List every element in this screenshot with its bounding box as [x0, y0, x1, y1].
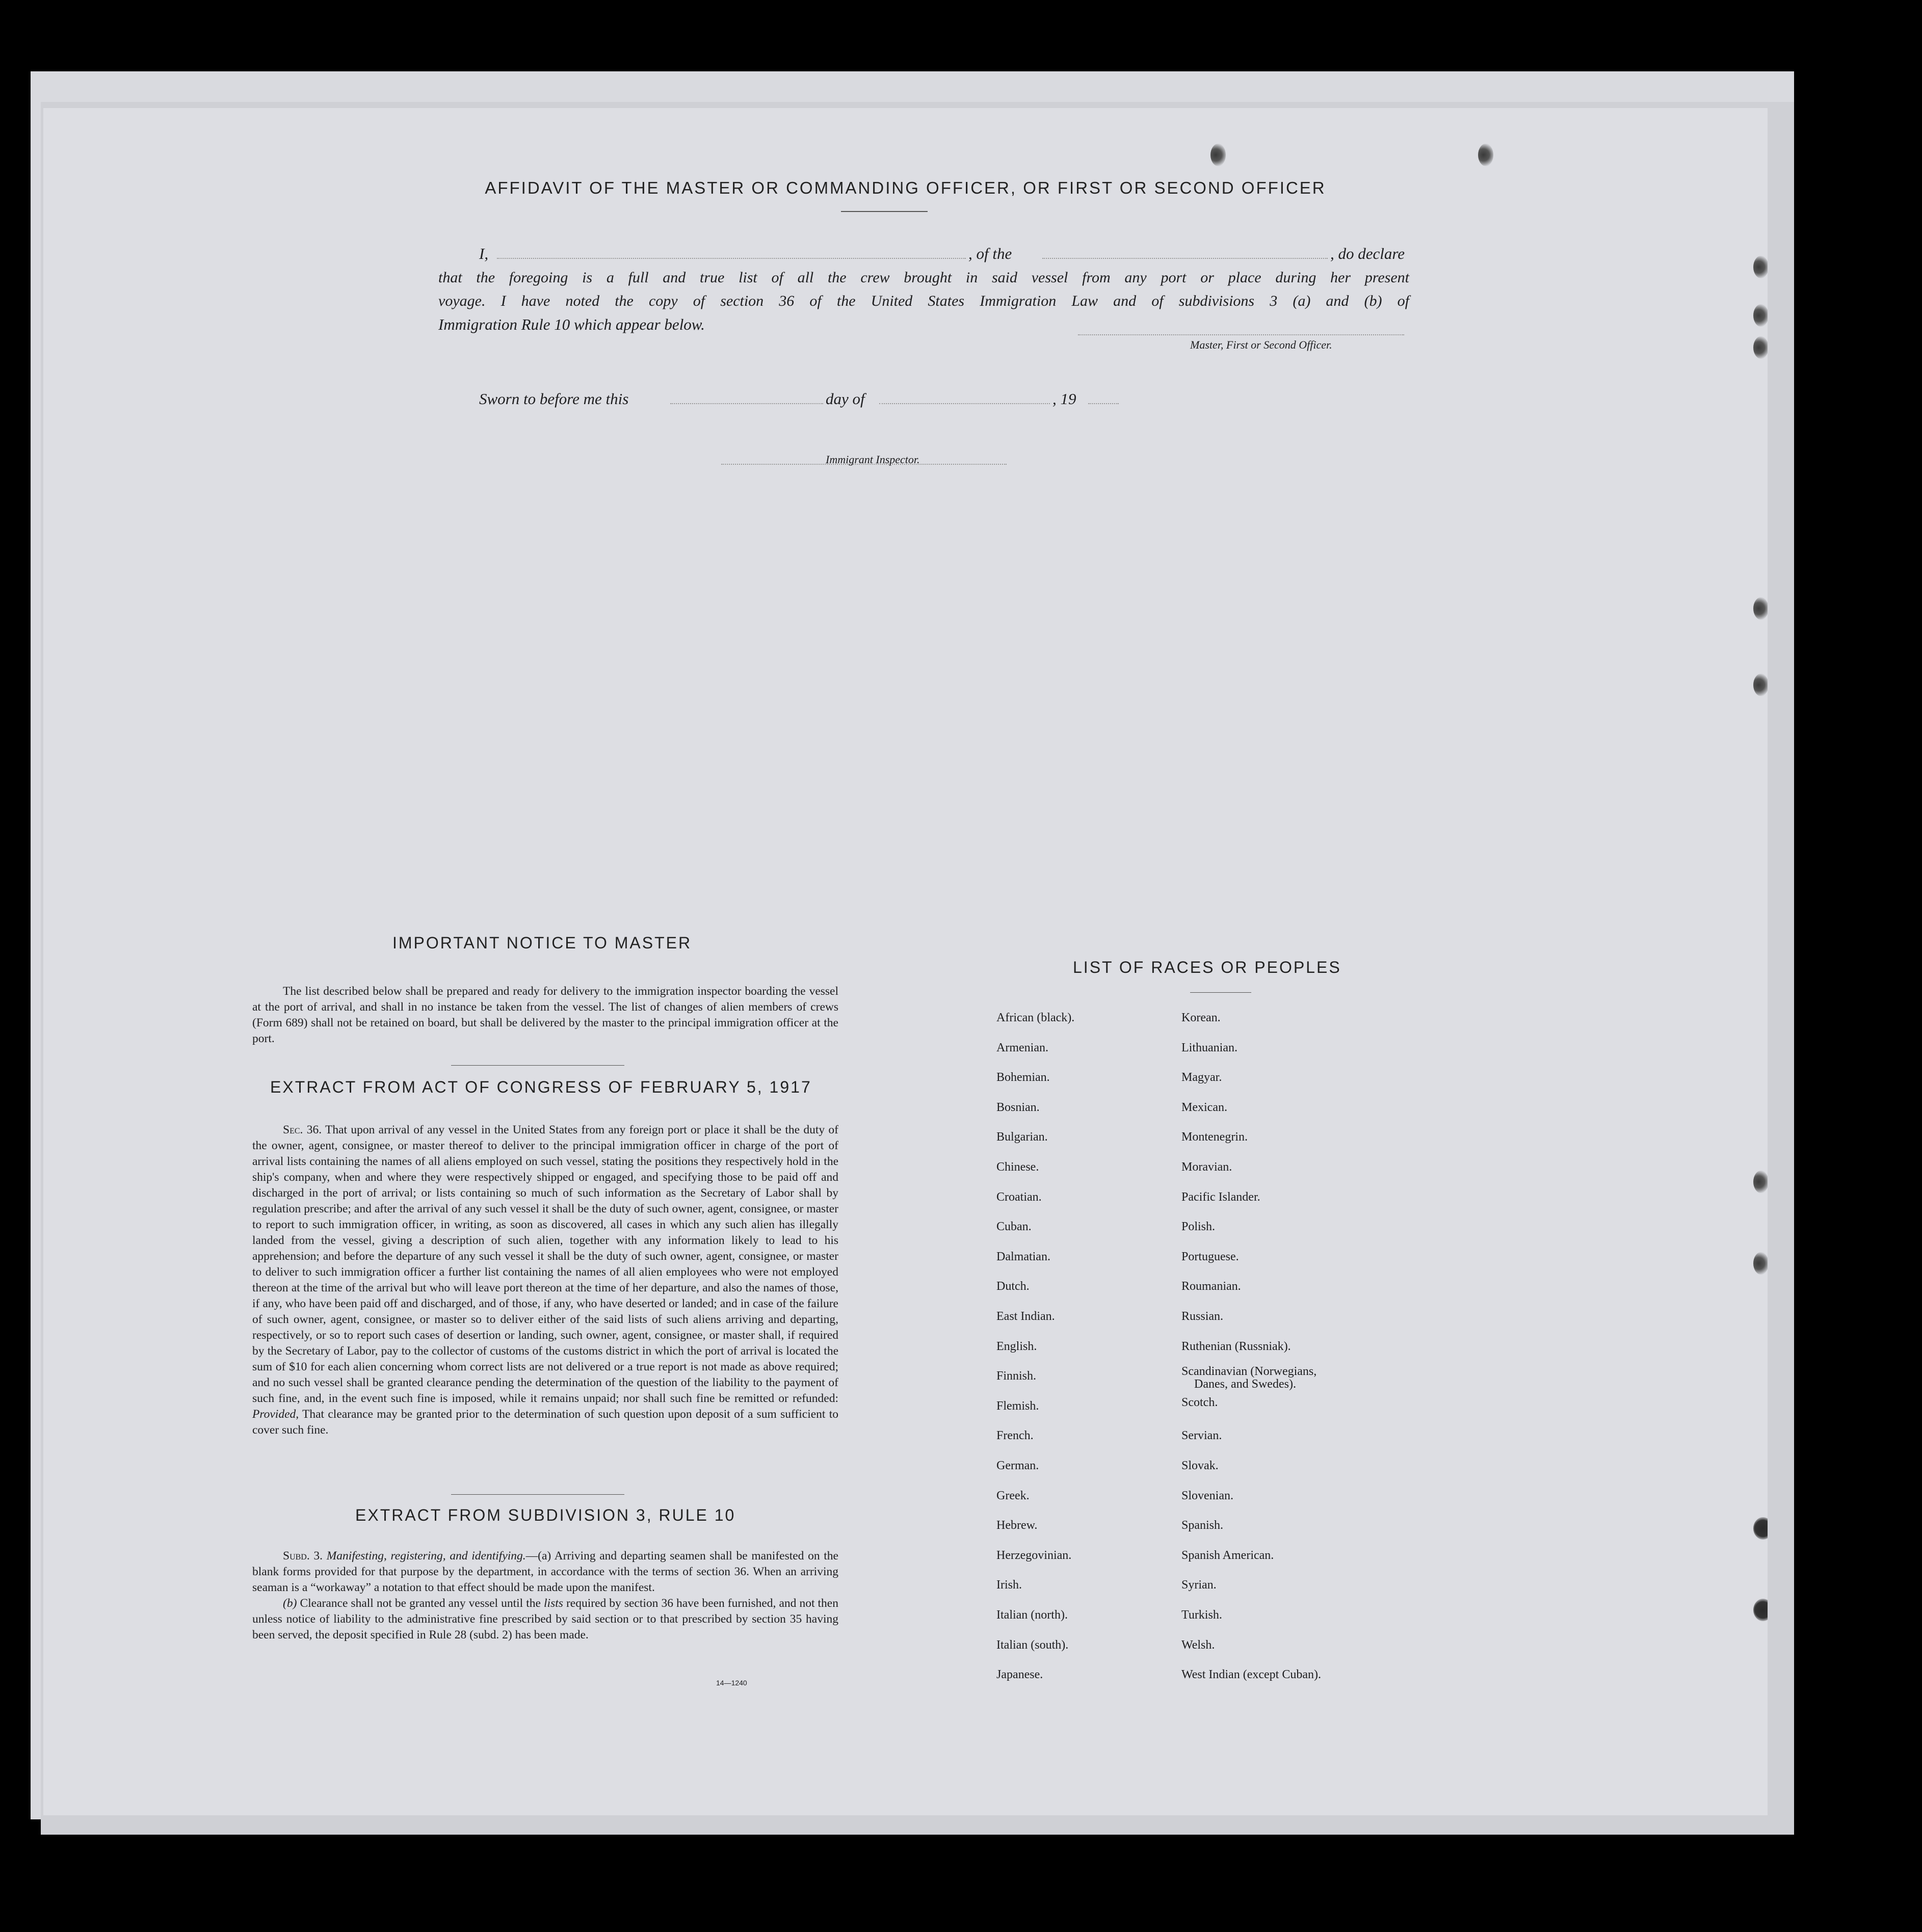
- punch-hole: [1753, 1171, 1768, 1193]
- race-item-right: Korean.: [1181, 1011, 1221, 1024]
- rule-subd-title: Manifesting, registering, and identifying.: [326, 1549, 526, 1563]
- punch-hole: [1210, 144, 1226, 166]
- rule-b-text-2: required by section 36 have been furnished, and not then unless notice of liability to the administrative fine prescribed by said section or to that prescribed by section 35 having been served, the deposit specified in Rule 28 (subd. 2) has been made.: [252, 1597, 838, 1642]
- races-heading: LIST OF RACES OR PEOPLES: [1073, 958, 1341, 976]
- race-item-right: Montenegrin.: [1181, 1130, 1248, 1144]
- race-item-right: Servian.: [1181, 1429, 1222, 1443]
- race-item-right: Moravian.: [1181, 1160, 1232, 1174]
- affidavit-do-declare-label: , do declare: [1330, 245, 1405, 262]
- affidavit-of-the-label: , of the: [968, 245, 1012, 262]
- act-paragraph: That upon arrival of any vessel in the United States from any foreign port or place it shall be the duty of the owner, agent, consignee, or master thereof to deliver to the principal immigration officer in charge of the port of arrival lists containing the names of all aliens employed on such vessel, stating the positions they respectively hold in the ship's company, when and where they were respectively shipped or engaged, and specifying those to be paid off and discharged in the port of arrival; or lists containing so much of such information as the Secretary of Labor shall by regulation prescribe; and after the arrival of any such vessel it shall be the duty of such owner, agent, consignee, or master to report to such immigration officer, in writing, as soon as discovered, all cases in which any such alien has illegally landed from the vessel, giving a description of such alien, together with any information likely to lead to his apprehension; and before the departure of any such vessel it shall be the duty of such owner, agent, consignee, or master to deliver to such immigration officer a further list containing the names of all alien employees who were not employed thereon at the time of the arrival but who will leave port thereon at the time of her departure, and also the names of those, if any, who have been paid off and discharged, and of those, if any, who have deserted or landed; and in case of the failure of such owner, agent, consignee, or master so to deliver either of the said lists of such aliens arriving and departing, respectively, or so to report such cases of desertion or landing, such owner, agent, consignee, or master shall, if required by the Secretary of Labor, pay to the collector of customs of the customs district in which the port of arrival is located the sum of $10 for each alien concerning whom correct lists are not delivered or a true report is not made as above required; and no such vessel shall be granted clearance pending the determination of the question of the liability to the payment of such fine, and, in the event such fine is imposed, while it remains unpaid; nor shall such fine be remitted or refunded:: [252, 1123, 839, 1405]
- race-item-right: Scotch.: [1181, 1395, 1218, 1409]
- rule-b-text-1: Clearance shall not be granted any vessel until the: [300, 1597, 541, 1610]
- race-item-right: Pacific Islander.: [1181, 1190, 1260, 1204]
- race-item-right: Spanish.: [1181, 1519, 1224, 1532]
- race-item-left: German.: [996, 1459, 1039, 1472]
- heading-rule: [841, 211, 928, 212]
- year-label: , 19: [1052, 390, 1076, 408]
- master-name-blank: [497, 245, 966, 263]
- affidavit-body-line-3: Immigration Rule 10 which appear below.: [438, 315, 705, 333]
- race-item-left: Croatian.: [996, 1190, 1042, 1204]
- race-item-left: Dutch.: [996, 1280, 1030, 1293]
- race-item-left: Italian (south).: [996, 1638, 1069, 1652]
- act-text: [252, 1122, 838, 1438]
- race-item-right: Syrian.: [1181, 1578, 1217, 1592]
- section-rule: [451, 1494, 624, 1495]
- notice-paragraph: The list described below shall be prepared and ready for delivery to the immigration inspector boarding the vessel at the port of arrival, and shall in no instance be taken from the vessel. The list of changes of alien members of crews (Form 689) shall not be retained on board, but shall be delivered by the master to the principal immigration officer at the port.: [252, 985, 838, 1045]
- sworn-month-blank: [879, 390, 1050, 408]
- punch-hole: [1753, 1252, 1768, 1275]
- race-item-left: Chinese.: [996, 1160, 1039, 1174]
- race-item-right: Spanish American.: [1181, 1548, 1274, 1562]
- race-item-right: West Indian (except Cuban).: [1181, 1668, 1321, 1682]
- race-item-right: Russian.: [1181, 1310, 1224, 1323]
- race-item-right: Slovenian.: [1181, 1489, 1233, 1502]
- act-provided-label: Provided,: [252, 1408, 299, 1421]
- race-item-right: Roumanian.: [1181, 1280, 1241, 1293]
- affidavit-body-line-1: that the foregoing is a full and true list of all the crew brought in said vessel from any port or place during her present: [438, 269, 1409, 286]
- day-of-label: day of: [826, 390, 865, 408]
- heading-rule: [1190, 992, 1251, 993]
- race-item-right: Lithuanian.: [1181, 1041, 1238, 1054]
- rule-text: [252, 1548, 838, 1643]
- race-item-left: Finnish.: [996, 1369, 1037, 1383]
- race-item-right: Mexican.: [1181, 1100, 1227, 1114]
- section-rule: [451, 1065, 624, 1066]
- race-item-left: Hebrew.: [996, 1519, 1038, 1532]
- race-item-left: French.: [996, 1429, 1034, 1443]
- race-item-left: Greek.: [996, 1489, 1030, 1502]
- punch-hole: [1753, 1599, 1768, 1621]
- rule-b-label: (b): [283, 1597, 297, 1610]
- race-item-left: African (black).: [996, 1011, 1075, 1024]
- rule-heading: EXTRACT FROM SUBDIVISION 3, RULE 10: [355, 1506, 736, 1524]
- race-item-right: Welsh.: [1181, 1638, 1215, 1652]
- rule-b-lists: lists: [544, 1597, 563, 1610]
- race-item-left: English.: [996, 1339, 1037, 1353]
- affidavit-body-line-2: voyage. I have noted the copy of section 36 of the United States Immigration Law and of subdivisions 3 (a) and (b) of: [438, 293, 1409, 309]
- rule-a-label: —(a): [525, 1549, 551, 1563]
- race-item-left: Bulgarian.: [996, 1130, 1048, 1144]
- affidavit-heading: AFFIDAVIT OF THE MASTER OR COMMANDING OFFICER, OR FIRST OR SECOND OFFICER: [485, 178, 1326, 197]
- sworn-day-blank: [670, 390, 823, 408]
- inspector-caption: Immigrant Inspector.: [826, 453, 920, 466]
- notice-text: [252, 984, 838, 1047]
- race-item-right: Ruthenian (Russniak).: [1181, 1339, 1291, 1353]
- race-item-left: Dalmatian.: [996, 1250, 1050, 1263]
- signer-caption: Master, First or Second Officer.: [1190, 338, 1332, 351]
- sworn-year-blank: [1088, 390, 1119, 408]
- race-item-right: Slovak.: [1181, 1459, 1219, 1472]
- punch-hole: [1753, 336, 1768, 359]
- race-item-right: Turkish.: [1181, 1608, 1222, 1622]
- form-number: 14—1240: [716, 1679, 747, 1687]
- race-item-left: East Indian.: [996, 1310, 1055, 1323]
- punch-hole: [1478, 144, 1493, 166]
- punch-hole: [1753, 304, 1768, 327]
- race-item-left: Japanese.: [996, 1668, 1043, 1682]
- race-item-continuation: Danes, and Swedes).: [1194, 1378, 1296, 1391]
- race-item-left: Flemish.: [996, 1399, 1039, 1413]
- act-heading: EXTRACT FROM ACT OF CONGRESS OF FEBRUARY 5, 1917: [270, 1078, 812, 1096]
- act-sec-label: Sec. 36.: [283, 1123, 322, 1136]
- punch-hole: [1753, 256, 1768, 278]
- rule-a-paragraph: Arriving and departing seamen shall be manifested on the blank forms provided for that purpose by the department, in accordance with the terms of section 36. When an arriving seaman is a “workaway” a notation to that effect should be made upon the manifest.: [252, 1549, 838, 1594]
- signature-blank: [1078, 321, 1404, 339]
- affidavit-i-label: I,: [479, 245, 489, 262]
- race-item-right: Magyar.: [1181, 1071, 1222, 1084]
- race-item-left: Irish.: [996, 1578, 1022, 1592]
- race-item-right: Portuguese.: [1181, 1250, 1239, 1263]
- punch-hole: [1753, 674, 1768, 696]
- race-item-left: Armenian.: [996, 1041, 1048, 1054]
- punch-hole: [1753, 1517, 1768, 1540]
- race-item-left: Herzegovinian.: [996, 1548, 1072, 1562]
- rule-subd-label: Subd. 3.: [283, 1549, 323, 1563]
- race-item-right: Polish.: [1181, 1220, 1216, 1234]
- sworn-label: Sworn to before me this: [479, 390, 629, 408]
- document-page: [43, 108, 1768, 1815]
- vessel-name-blank: [1042, 245, 1328, 263]
- race-item-right: Scandinavian (Norwegians,: [1181, 1365, 1317, 1379]
- punch-hole: [1753, 597, 1768, 620]
- race-item-left: Bosnian.: [996, 1100, 1040, 1114]
- act-paragraph-end: That clearance may be granted prior to the determination of such question upon deposit of a sum sufficient to cover such fine.: [252, 1408, 838, 1437]
- race-item-left: Bohemian.: [996, 1071, 1050, 1084]
- race-item-left: Cuban.: [996, 1220, 1032, 1234]
- notice-heading: IMPORTANT NOTICE TO MASTER: [392, 934, 692, 952]
- race-item-left: Italian (north).: [996, 1608, 1068, 1622]
